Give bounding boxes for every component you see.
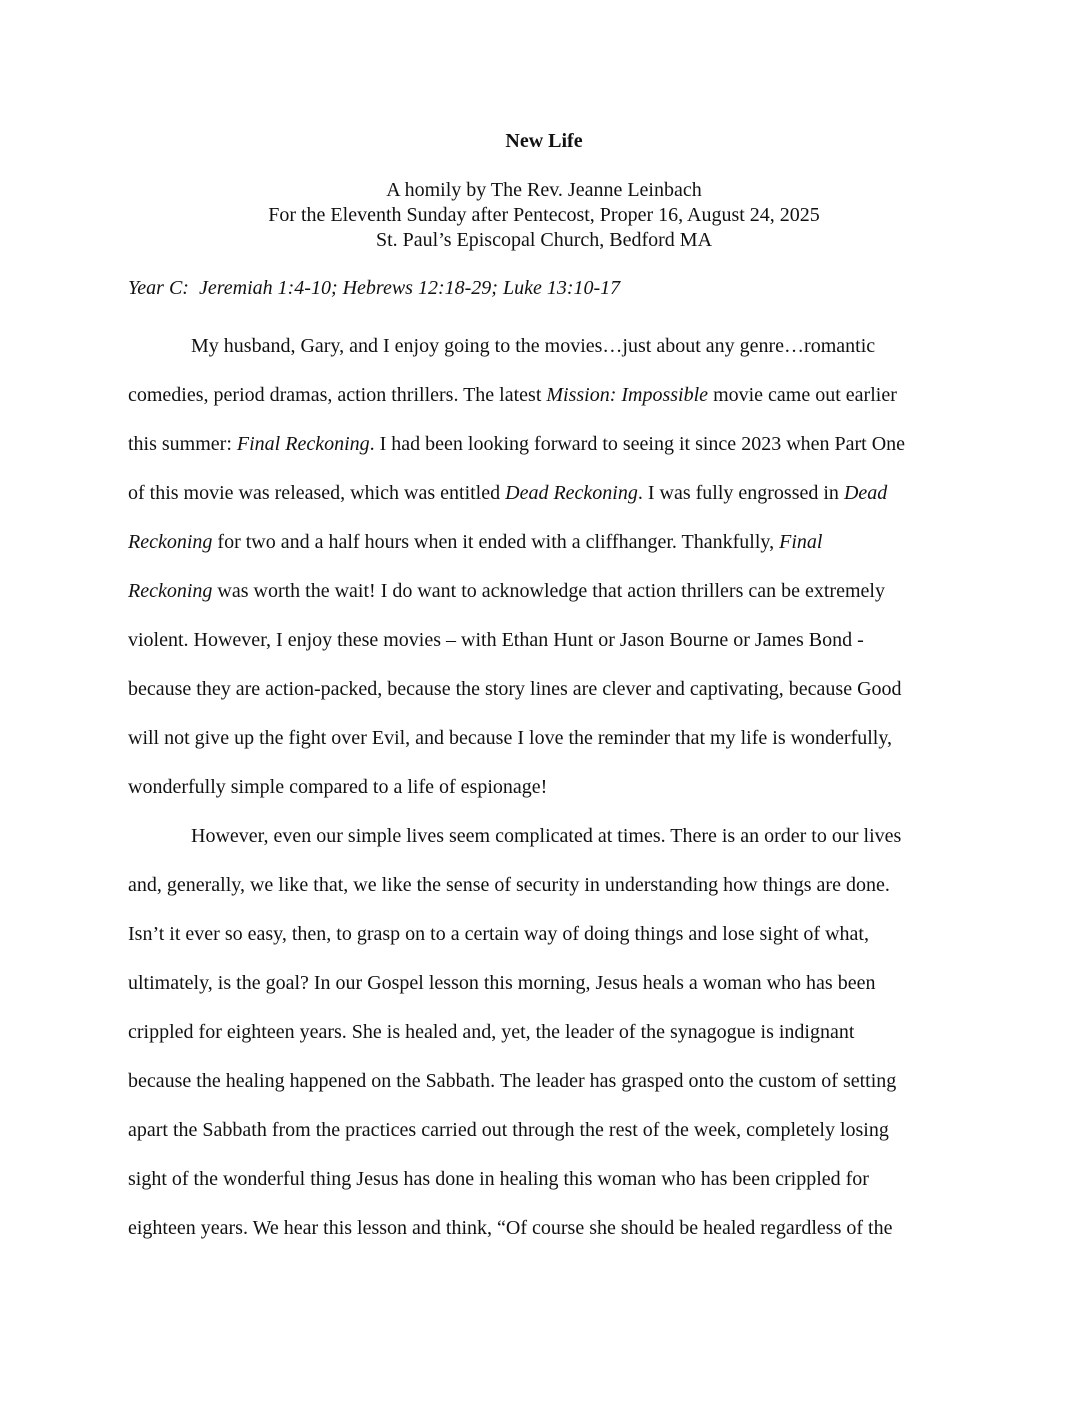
body-line	[128, 518, 978, 567]
italic-title-text: Dead	[843, 482, 888, 504]
body-text-segment: crippled for eighteen years. She is healed and, yet, the leader of the synagogue is indignant	[128, 1021, 855, 1043]
byline-author: A homily by The Rev. Jeanne Leinbach	[386, 179, 702, 201]
body-line	[128, 714, 978, 763]
italic-title-text: Dead Reckoning	[505, 482, 638, 504]
body-line	[128, 910, 978, 959]
body-text-segment: sight of the wonderful thing Jesus has done in healing this woman who has been crippled for	[128, 1168, 869, 1190]
body-text-segment: this summer:	[128, 433, 237, 455]
body-text-segment: because they are action-packed, because the story lines are clever and captivating, because Good	[128, 678, 902, 700]
body-text-segment: My husband, Gary, and I enjoy going to the movies…just about any genre…romantic	[191, 335, 876, 357]
body-line	[128, 371, 978, 420]
body-line	[128, 812, 978, 861]
body-text-segment: because the healing happened on the Sabbath. The leader has grasped onto the custom of setting	[128, 1070, 897, 1092]
body-text-segment: Isn’t it ever so easy, then, to grasp on to a certain way of doing things and lose sight of what,	[128, 923, 869, 945]
body-text-segment: movie came out earlier	[708, 384, 897, 406]
body-line	[128, 469, 978, 518]
italic-title-text: Reckoning	[128, 580, 213, 602]
body-text-segment: . I had been looking forward to seeing it since 2023 when Part One	[369, 433, 906, 455]
body-line	[128, 1057, 978, 1106]
italic-title-text: Final Reckoning	[236, 433, 370, 455]
body-text-segment: apart the Sabbath from the practices carried out through the rest of the week, completely losing	[128, 1119, 889, 1141]
body-text-segment: . I was fully engrossed in	[637, 482, 844, 504]
body-line	[128, 665, 978, 714]
body-text-segment: violent. However, I enjoy these movies – with Ethan Hunt or Jason Bourne or James Bond -	[128, 629, 864, 651]
homily-body	[128, 322, 978, 1253]
body-line	[128, 959, 978, 1008]
body-line	[128, 420, 978, 469]
italic-title-text: Final	[779, 531, 823, 553]
byline	[0, 178, 1088, 253]
body-text-segment: wonderfully simple compared to a life of espionage!	[128, 776, 548, 798]
lectionary-readings: Year C: Jeremiah 1:4-10; Hebrews 12:18-29; Luke 13:10-17	[128, 277, 621, 299]
italic-title-text: Mission: Impossible	[546, 384, 709, 406]
body-line	[128, 861, 978, 910]
body-line	[128, 1106, 978, 1155]
body-text-segment: and, generally, we like that, we like the sense of security in understanding how things are done.	[128, 874, 890, 896]
body-line	[128, 616, 978, 665]
body-line	[128, 1204, 978, 1253]
body-text-segment: eighteen years. We hear this lesson and think, “Of course she should be healed regardless of the	[128, 1217, 893, 1239]
body-text-segment: However, even our simple lives seem complicated at times. There is an order to our lives	[191, 825, 902, 847]
body-text-segment: will not give up the fight over Evil, and because I love the reminder that my life is wonderfully,	[128, 727, 893, 749]
byline-church: St. Paul’s Episcopal Church, Bedford MA	[375, 229, 713, 251]
italic-title-text: Reckoning	[128, 531, 213, 553]
body-line	[128, 1155, 978, 1204]
body-text-segment: ultimately, is the goal? In our Gospel lesson this morning, Jesus heals a woman who has been	[128, 972, 876, 994]
body-line	[128, 1008, 978, 1057]
document-title: New Life	[505, 130, 583, 152]
byline-occasion: For the Eleventh Sunday after Pentecost, Proper 16, August 24, 2025	[268, 204, 820, 226]
body-text-segment: for two and a half hours when it ended with a cliffhanger. Thankfully,	[212, 531, 780, 553]
body-text-segment: was worth the wait! I do want to acknowledge that action thrillers can be extremely	[212, 580, 885, 602]
body-line	[128, 322, 978, 371]
body-line	[128, 763, 978, 812]
body-line	[128, 567, 978, 616]
body-text-segment: comedies, period dramas, action thrillers. The latest	[128, 384, 547, 406]
body-text-segment: of this movie was released, which was entitled	[128, 482, 506, 504]
